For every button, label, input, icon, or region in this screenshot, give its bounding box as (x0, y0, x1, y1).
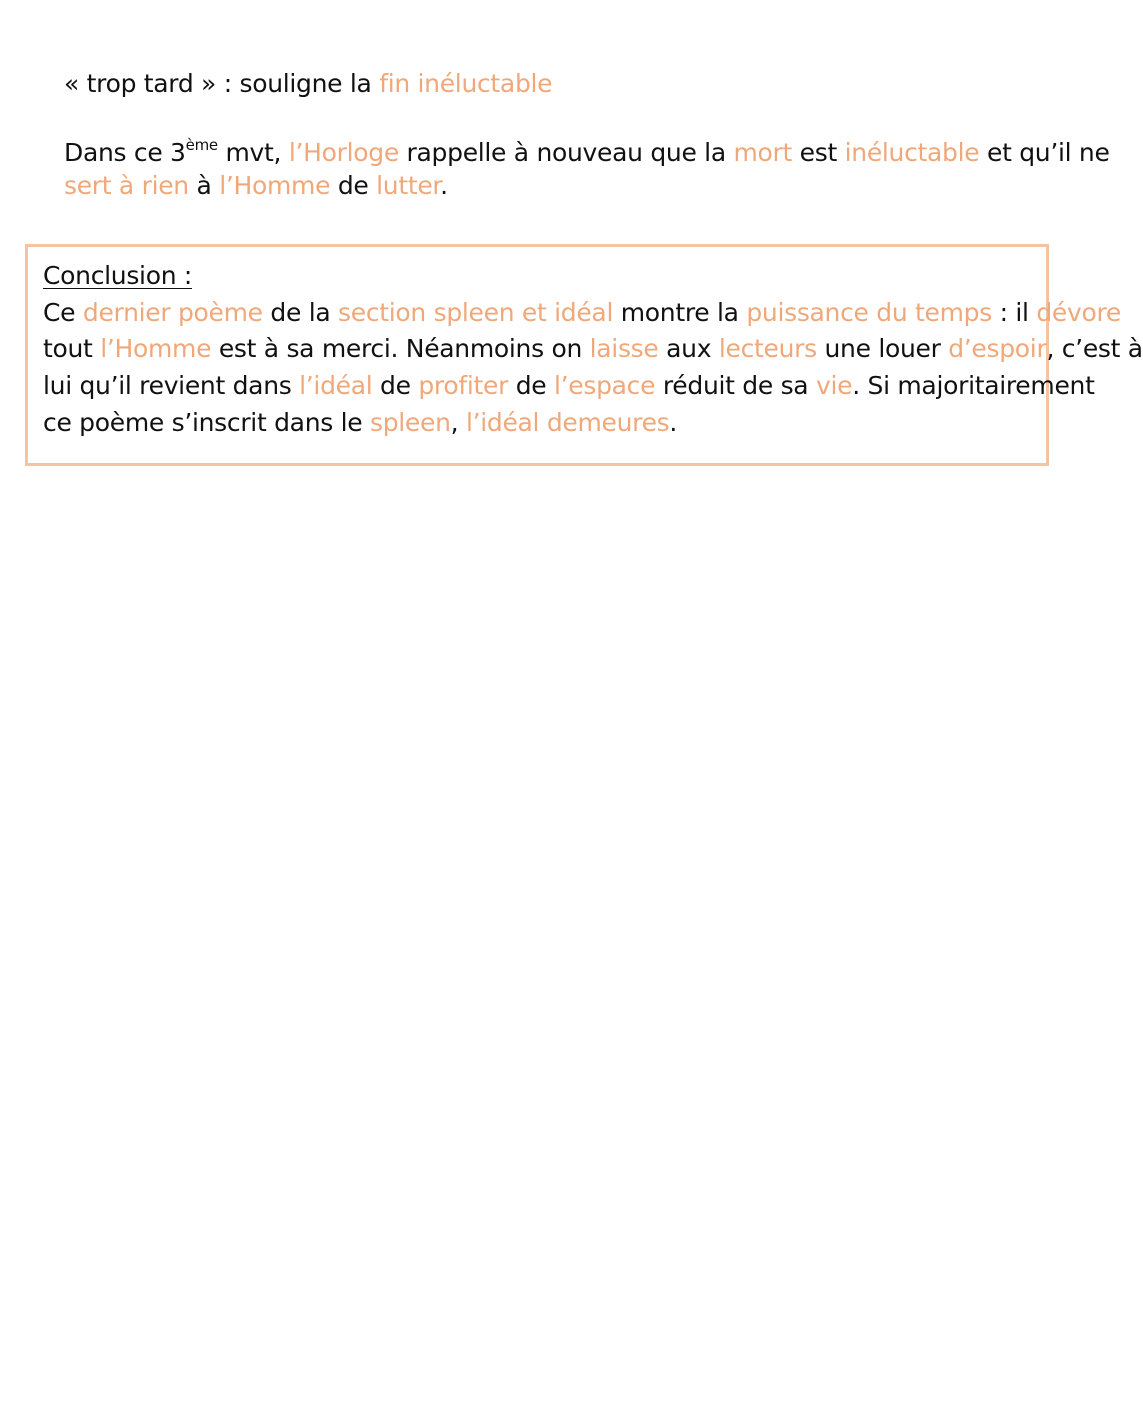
text-fragment: réduit de sa (655, 371, 816, 400)
text-fragment: , (450, 408, 466, 437)
text-fragment: . Si majoritairement (852, 371, 1095, 400)
text-fragment: rappelle à nouveau que la (398, 138, 734, 167)
quote-highlight: fin inéluctable (379, 69, 553, 98)
conclusion-line-4 (43, 405, 677, 441)
highlight-term: spleen (369, 408, 451, 437)
text-fragment: de (330, 171, 377, 200)
highlight-term: lecteurs (718, 334, 817, 363)
conclusion-title: Conclusion : (43, 261, 193, 290)
text-fragment: de (372, 371, 419, 400)
text-fragment: . (669, 408, 678, 437)
text-fragment: : il (991, 298, 1037, 327)
highlight-term: l’idéal (299, 371, 373, 400)
conclusion-line-3 (43, 368, 1095, 404)
quote-text: « trop tard » : souligne la (64, 69, 380, 98)
text-fragment: , c’est à (1046, 334, 1143, 363)
text-fragment: à (188, 171, 220, 200)
text-fragment: de (508, 371, 554, 400)
text-fragment: est (792, 138, 845, 167)
paragraph-line-2 (64, 168, 448, 204)
text-fragment: ce poème s’inscrit dans le (43, 408, 370, 437)
text-fragment: lui qu’il revient dans (43, 371, 300, 400)
highlight-term: profiter (418, 371, 509, 400)
highlight-term: l’idéal demeures (465, 408, 670, 437)
conclusion-line-1 (43, 295, 1121, 331)
highlight-term: lutter (376, 171, 441, 200)
highlight-term: l’Homme (100, 334, 212, 363)
quote-line (64, 66, 552, 102)
superscript: ème (185, 135, 218, 154)
text-fragment: est à sa merci. Néanmoins on (211, 334, 590, 363)
highlight-term: inéluctable (844, 138, 980, 167)
text-fragment: Dans ce 3 (64, 138, 186, 167)
highlight-term: l’Horloge (288, 138, 399, 167)
text-fragment: montre la (613, 298, 747, 327)
highlight-term: l’Homme (219, 171, 331, 200)
highlight-term: mort (733, 138, 793, 167)
highlight-term: dévore (1036, 298, 1121, 327)
paragraph-line-1 (64, 135, 1110, 171)
text-fragment: aux (658, 334, 719, 363)
text-fragment: mvt, (217, 138, 289, 167)
text-fragment: . (440, 171, 448, 200)
highlight-term: dernier poème (82, 298, 263, 327)
text-fragment: de la (262, 298, 339, 327)
text-fragment: tout (43, 334, 101, 363)
highlight-term: puissance du temps (746, 298, 992, 327)
conclusion-line-2 (43, 331, 1143, 367)
text-fragment: une louer (816, 334, 949, 363)
highlight-term: sert à rien (64, 171, 189, 200)
highlight-term: laisse (589, 334, 659, 363)
text-fragment: et qu’il ne (979, 138, 1110, 167)
highlight-term: section spleen et idéal (338, 298, 614, 327)
highlight-term: vie (815, 371, 853, 400)
highlight-term: d’espoir (948, 334, 1047, 363)
text-fragment: Ce (43, 298, 83, 327)
highlight-term: l’espace (554, 371, 656, 400)
